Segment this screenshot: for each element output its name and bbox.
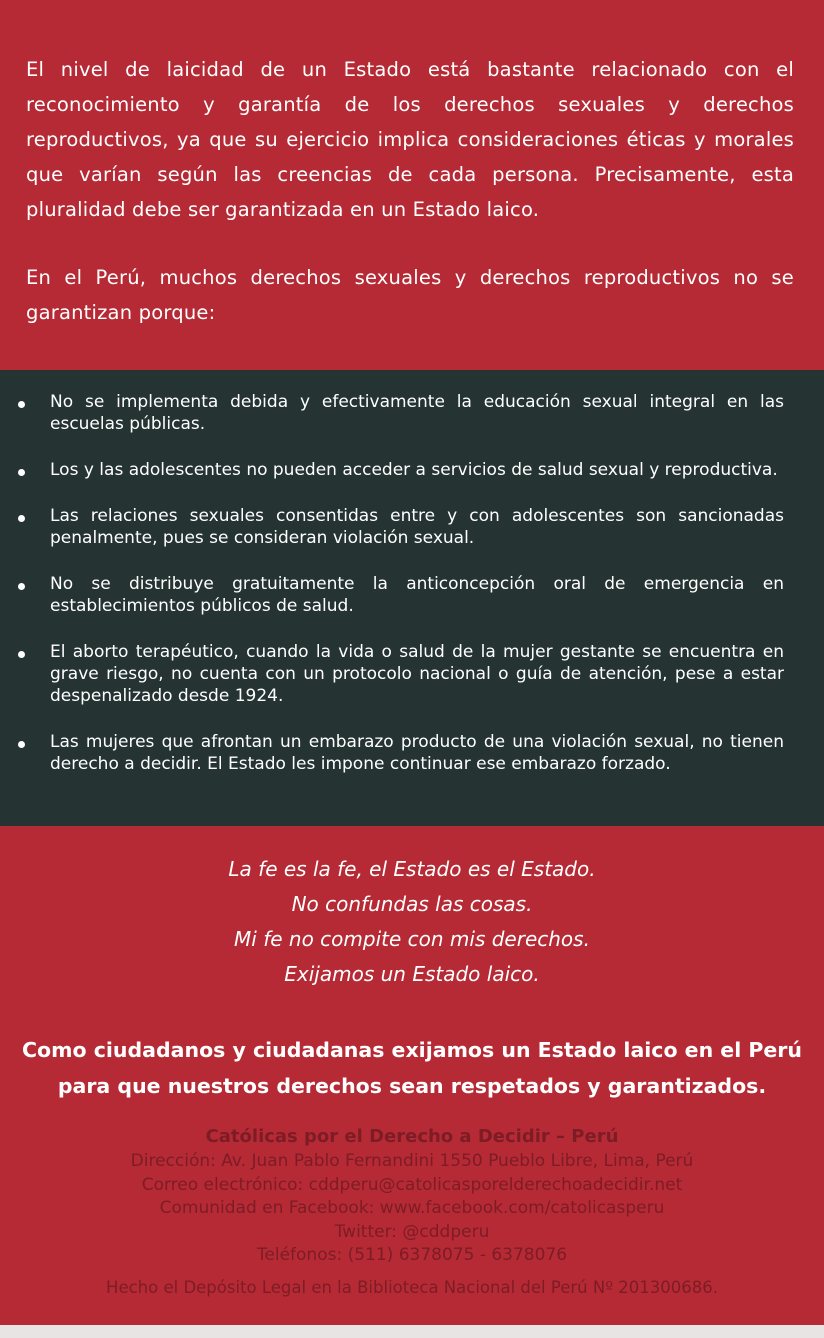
call-line: para que nuestros derechos sean respetados y garantizados. bbox=[57, 1074, 767, 1098]
motto-line: Mi fe no compite con mis derechos. bbox=[234, 927, 590, 951]
phones-line: Teléfonos: (511) 6378075 - 6378076 bbox=[256, 1245, 568, 1265]
legal-deposit-note: Hecho el Depósito Legal en la Biblioteca Nacional del Perú Nº 201300686. bbox=[106, 1278, 718, 1297]
call-to-action bbox=[0, 1032, 824, 1104]
motto-line: La fe es la fe, el Estado es el Estado. bbox=[228, 857, 596, 881]
bullet-icon bbox=[18, 401, 25, 408]
bullet-icon bbox=[18, 651, 25, 658]
call-line: Como ciudadanos y ciudadanas exijamos un Estado laico en el Perú bbox=[21, 1038, 803, 1062]
bullet-icon bbox=[18, 515, 25, 522]
intro-paragraph-peru: En el Perú, muchos derechos sexuales y derechos reproductivos no se garantizan porque: bbox=[26, 266, 794, 324]
email-line: Correo electrónico: cddperu@catolicasporelderechoadecidir.net bbox=[141, 1174, 683, 1195]
intro-section bbox=[26, 52, 794, 330]
bullet-icon bbox=[18, 583, 25, 590]
motto-section bbox=[0, 852, 824, 992]
reason-text: Los y las adolescentes no pueden acceder a servicios de salud sexual y reproductiva. bbox=[50, 460, 778, 480]
list-item bbox=[0, 641, 824, 707]
intro-paragraph-laicidad: El nivel de laicidad de un Estado está bastante relacionado con el reconocimiento y garantía de los derechos sexuales y derechos reproductivos, ya que su ejercicio implica consideraciones éticas y morales que varían según las creencias de cada persona. Precisamente, esta pluralidad debe ser garantizada en un Estado laico. bbox=[26, 58, 794, 221]
reason-text: No se implementa debida y efectivamente la educación sexual integral en las escuelas públicas. bbox=[50, 392, 784, 434]
reason-text: Las relaciones sexuales consentidas entre y con adolescentes son sancionadas penalmente, pues se consideran violación sexual. bbox=[50, 506, 784, 548]
organization-name: Católicas por el Derecho a Decidir – Perú bbox=[205, 1126, 619, 1147]
list-item bbox=[0, 459, 824, 481]
motto-line: Exijamos un Estado laico. bbox=[284, 962, 540, 986]
facebook-line: Comunidad en Facebook: www.facebook.com/catolicasperu bbox=[159, 1198, 665, 1218]
reason-text: No se distribuye gratuitamente la anticoncepción oral de emergencia en establecimientos públicos de salud. bbox=[50, 574, 784, 616]
bullet-icon bbox=[18, 469, 25, 476]
reason-text: El aborto terapéutico, cuando la vida o salud de la mujer gestante se encuentra en grave riesgo, no cuenta con un protocolo nacional o guía de atención, pese a estar despenalizado desde 1924. bbox=[50, 642, 784, 706]
list-item bbox=[0, 573, 824, 617]
motto-line: No confundas las cosas. bbox=[291, 892, 533, 916]
twitter-line: Twitter: @cddperu bbox=[334, 1221, 490, 1242]
address-line: Dirección: Av. Juan Pablo Fernandini 1550 Pueblo Libre, Lima, Perú bbox=[130, 1151, 694, 1171]
list-item bbox=[0, 391, 824, 435]
scan-edge bbox=[0, 1325, 824, 1338]
bullet-icon bbox=[18, 741, 25, 748]
list-item bbox=[0, 731, 824, 775]
contact-footer bbox=[0, 1124, 824, 1268]
reason-text: Las mujeres que afrontan un embarazo producto de una violación sexual, no tienen derecho a decidir. El Estado les impone continuar ese embarazo forzado. bbox=[50, 732, 784, 774]
reasons-list bbox=[0, 391, 824, 799]
list-item bbox=[0, 505, 824, 549]
